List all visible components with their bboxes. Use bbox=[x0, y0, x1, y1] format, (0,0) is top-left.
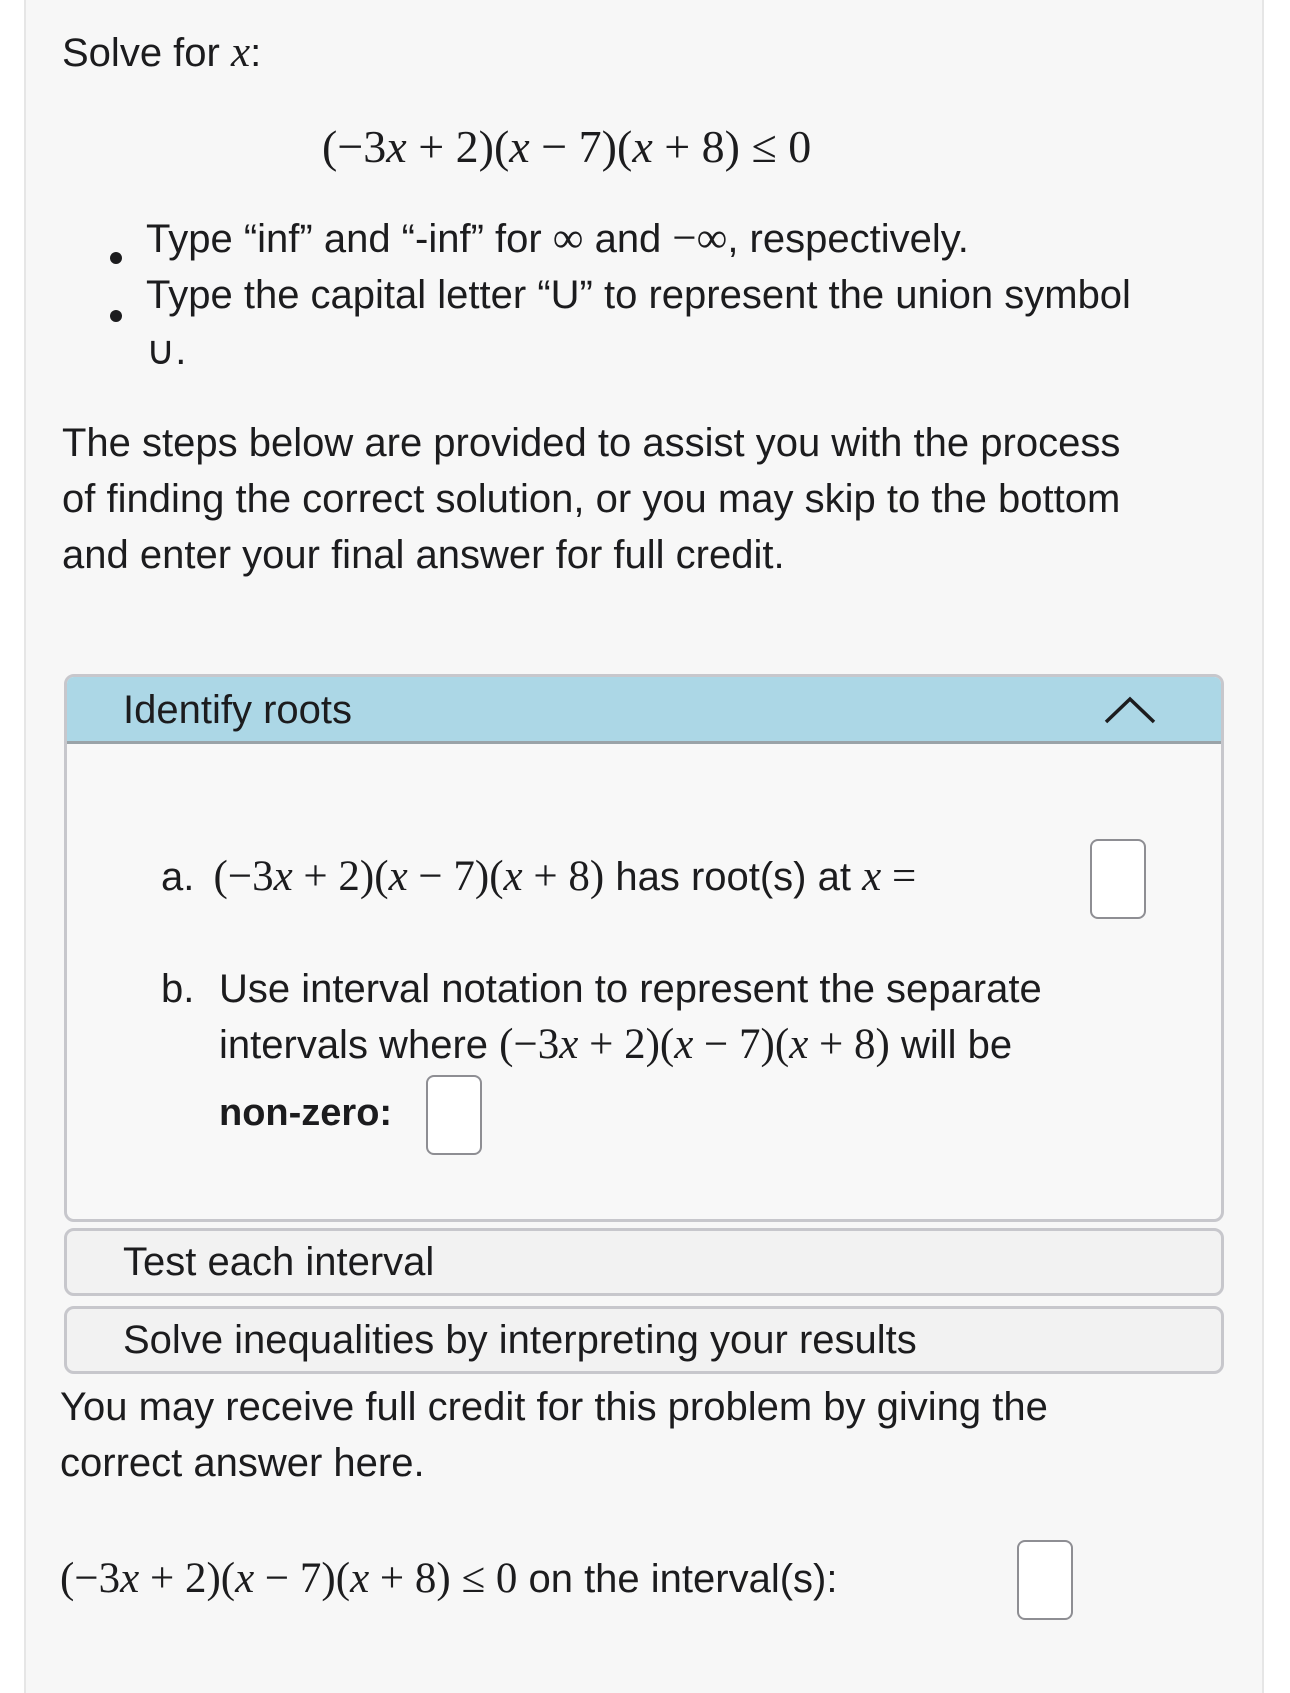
solve-inequalities-title: Solve inequalities by interpreting your results bbox=[123, 1318, 917, 1362]
item-b-line3: non-zero: bbox=[219, 1092, 393, 1134]
full-credit-line2: correct answer here. bbox=[60, 1441, 425, 1485]
nonzero-intervals-input[interactable] bbox=[426, 1075, 482, 1155]
identify-roots-body bbox=[67, 744, 1221, 1219]
roots-input[interactable] bbox=[1090, 839, 1146, 919]
identify-roots-section bbox=[64, 674, 1224, 1222]
item-b-line1: Use interval notation to represent the separate bbox=[219, 967, 1042, 1011]
main-inequality: (−3x + 2)(x − 7)(x + 8) ≤ 0 bbox=[322, 121, 812, 172]
bullet-dot-2 bbox=[110, 310, 122, 322]
test-interval-section[interactable] bbox=[64, 1228, 1224, 1296]
root-question-a: a. (−3x + 2)(x − 7)(x + 8) has root(s) at x = bbox=[161, 853, 917, 900]
neg-infinity-symbol: −∞ bbox=[672, 215, 728, 262]
test-interval-title: Test each interval bbox=[123, 1240, 435, 1284]
full-credit-line1: You may receive full credit for this problem by giving the bbox=[60, 1385, 1048, 1429]
final-answer-prompt: (−3x + 2)(x − 7)(x + 8) ≤ 0 on the interval(s): bbox=[60, 1555, 838, 1602]
instruction-union-line2: ∪. bbox=[146, 329, 187, 373]
steps-intro-line3: and enter your final answer for full credit. bbox=[62, 533, 785, 577]
instruction-union-line1: Type the capital letter “U” to represent the union symbol bbox=[146, 273, 1131, 317]
prompt-label bbox=[62, 24, 261, 82]
infinity-symbol: ∞ bbox=[552, 215, 584, 262]
prompt-colon: : bbox=[250, 31, 262, 75]
expression-b: (−3x + 2)(x − 7)(x + 8) bbox=[499, 1021, 890, 1068]
item-b-label: b. bbox=[161, 967, 195, 1011]
instruction-inf: Type “inf” and “-inf” for ∞ and −∞, respectively. bbox=[146, 215, 969, 262]
expression-a: (−3x + 2)(x − 7)(x + 8) bbox=[213, 853, 605, 900]
bullet-dot-1 bbox=[110, 252, 122, 264]
prompt-text: Solve for bbox=[62, 31, 220, 75]
solve-inequalities-section[interactable] bbox=[64, 1306, 1224, 1374]
final-inequality: (−3x + 2)(x − 7)(x + 8) ≤ 0 bbox=[60, 1555, 518, 1602]
item-a-label: a. bbox=[161, 855, 195, 899]
identify-roots-title: Identify roots bbox=[123, 688, 353, 732]
identify-roots-header[interactable] bbox=[67, 677, 1221, 744]
steps-intro-line2: of finding the correct solution, or you may skip to the bottom bbox=[62, 477, 1121, 521]
prompt-variable: x bbox=[230, 29, 251, 76]
final-answer-input[interactable] bbox=[1017, 1540, 1073, 1620]
item-b-line2: intervals where (−3x + 2)(x − 7)(x + 8) will be bbox=[219, 1021, 1013, 1068]
chevron-up-icon[interactable] bbox=[1103, 695, 1157, 725]
steps-intro-line1: The steps below are provided to assist you with the process bbox=[62, 421, 1121, 465]
